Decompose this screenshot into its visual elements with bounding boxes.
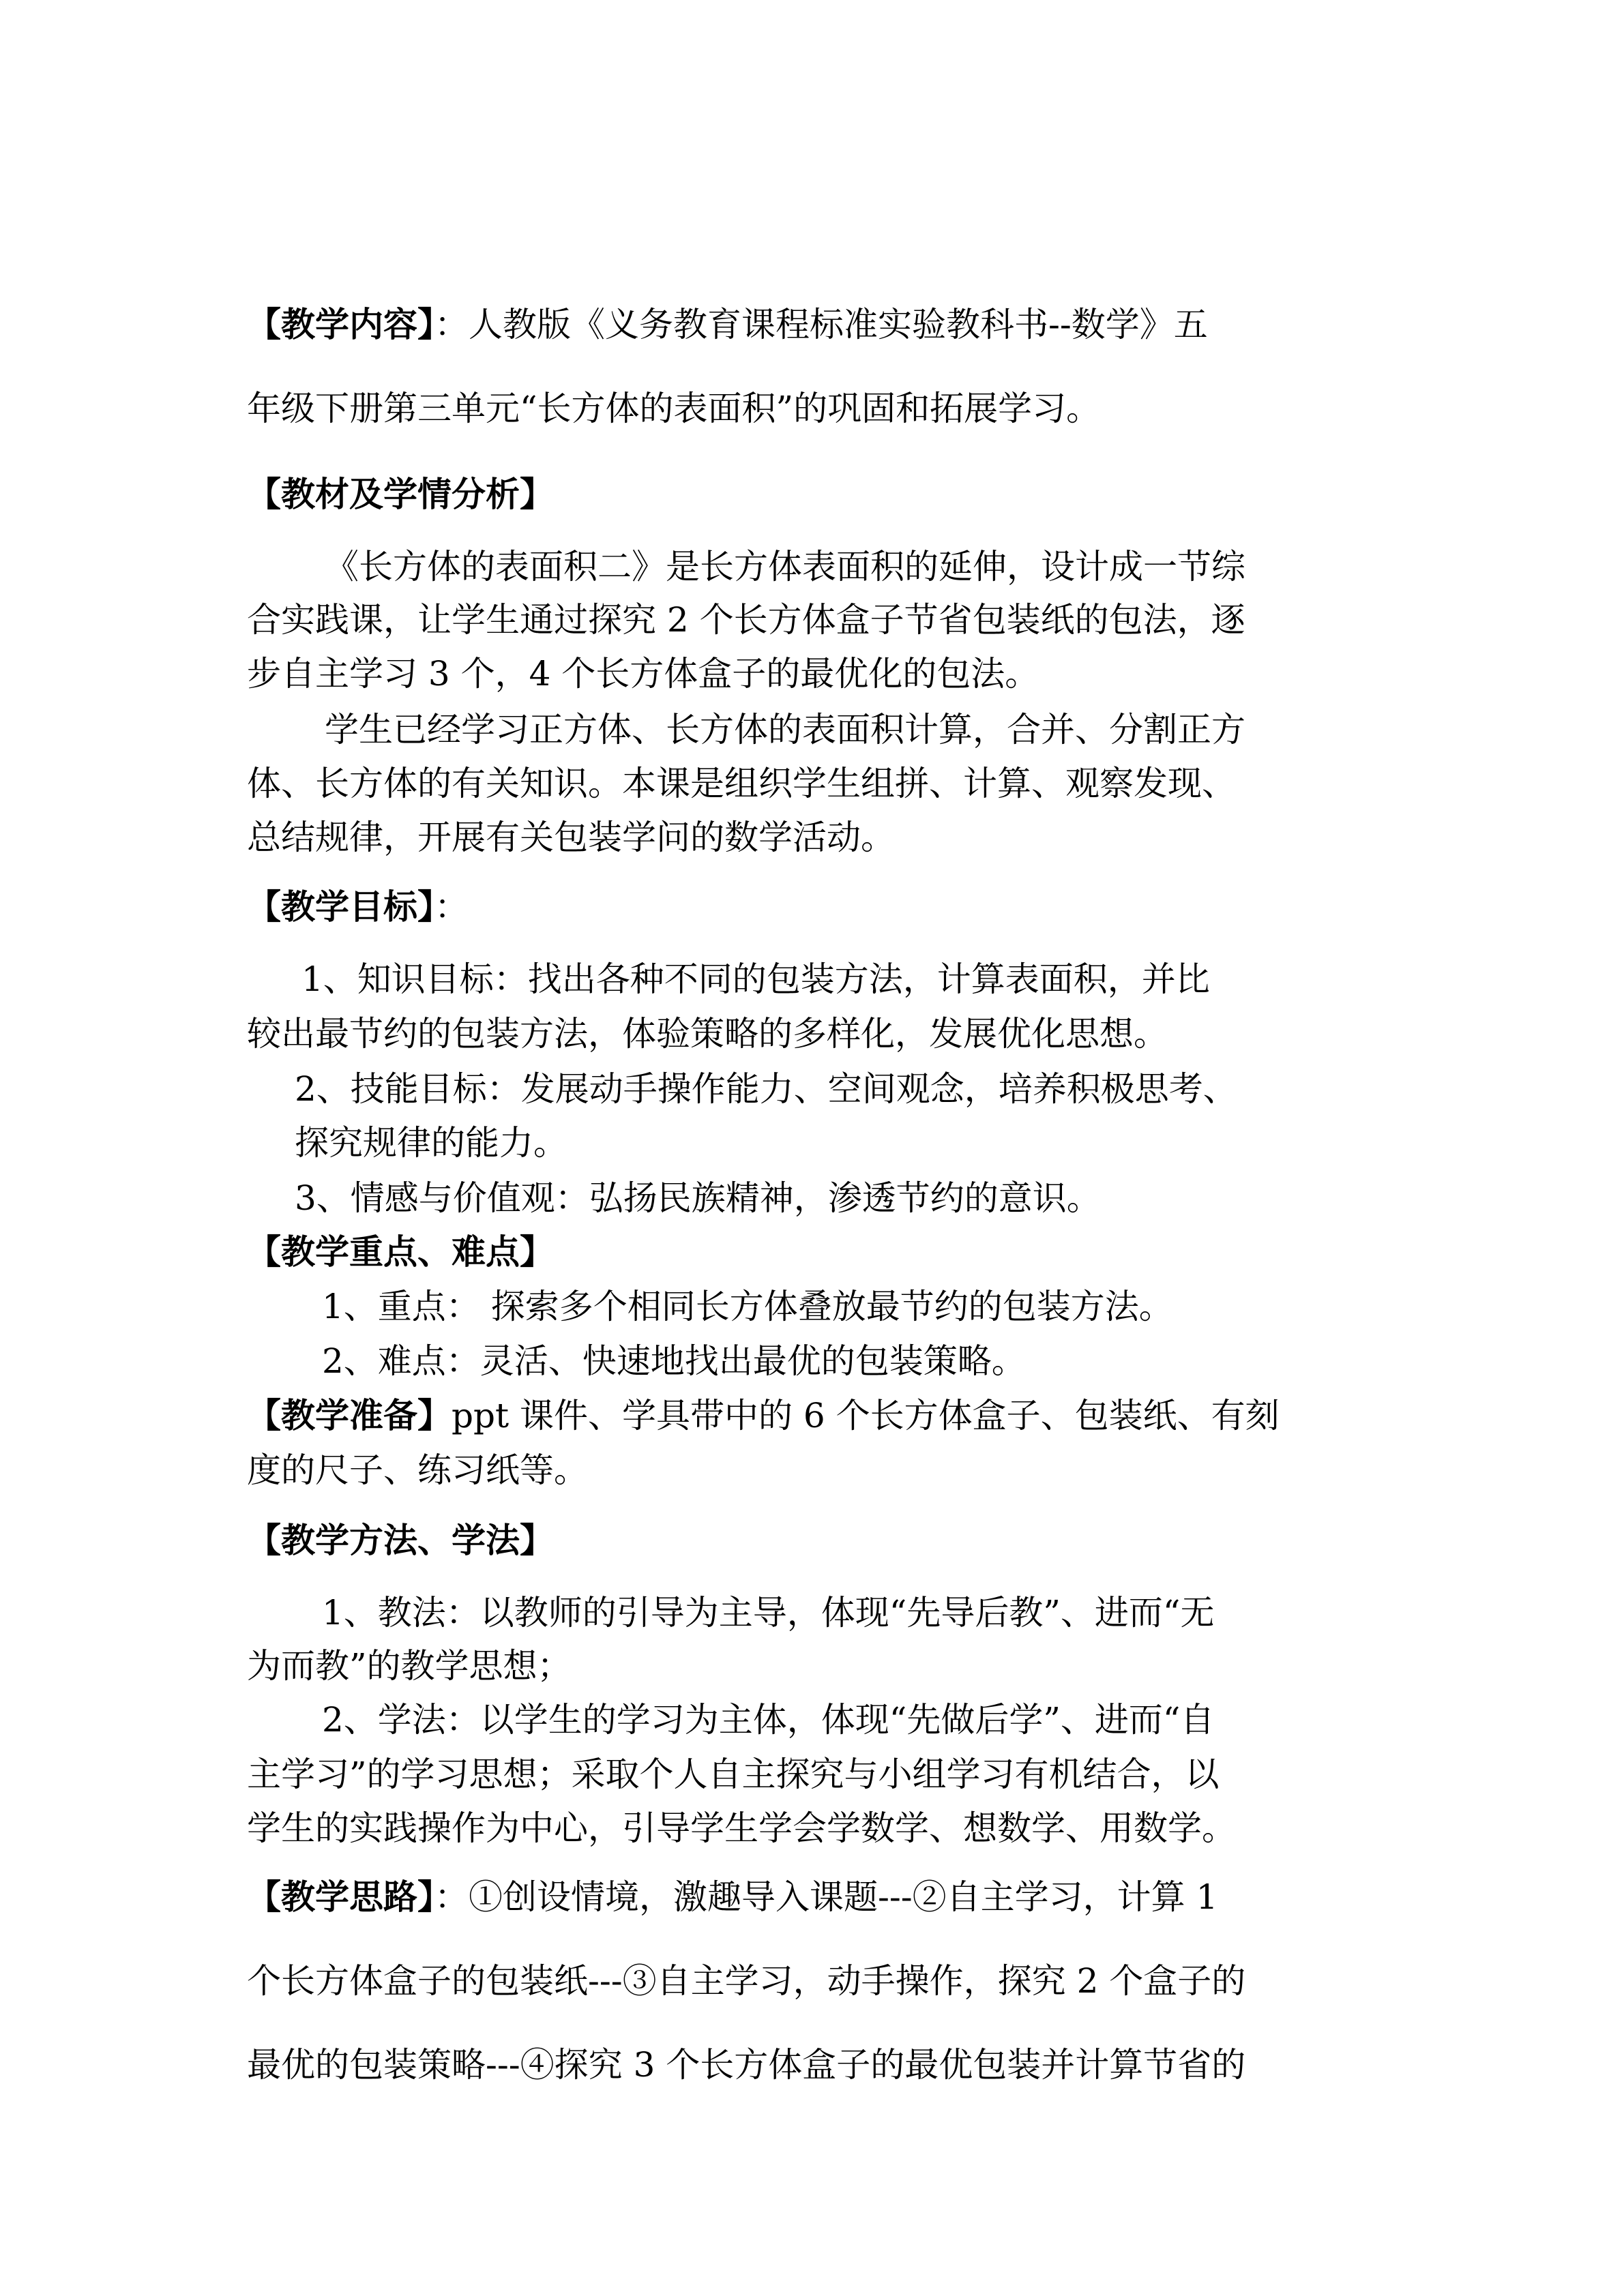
heading-content: 【教学内容】 — [247, 305, 434, 344]
goals-heading-line — [247, 886, 469, 927]
goal-3: 3、情感与价值观：弘扬民族精神，渗透节约的意识。 — [295, 1178, 1101, 1218]
analysis-p2-line-2: 体、长方体的有关知识。本课是组织学生组拼、计算、观察发现、 — [247, 764, 1236, 803]
ideas-line-2: 个长方体盒子的包装纸---③自主学习，动手操作，探究 2 个盒子的 — [247, 1961, 1246, 2001]
heading-ideas: 【教学思路】 — [247, 1877, 434, 1917]
heading-goals: 【教学目标】 — [247, 887, 434, 927]
goal-1-line-2: 较出最节约的包装方法，体验策略的多样化，发展优化思想。 — [247, 1014, 1168, 1054]
content-line-2: 年级下册第三单元“长方体的表面积”的巩固和拓展学习。 — [247, 389, 1101, 428]
method-2-line-2: 主学习”的学习思想；采取个人自主探究与小组学习有机结合，以 — [247, 1755, 1220, 1794]
heading-keypoints: 【教学重点、难点】 — [247, 1232, 554, 1272]
analysis-p2-line-1: 学生已经学习正方体、长方体的表面积计算，合并、分割正方 — [325, 710, 1245, 749]
keypoint-2: 2、难点：灵活、快速地找出最优的包装策略。 — [322, 1341, 1026, 1381]
analysis-p1-line-2: 合实践课，让学生通过探究 2 个长方体盒子节省包装纸的包法，逐 — [247, 600, 1245, 640]
prep-text-1: ppt 课件、学具带中的 6 个长方体盒子、包装纸、有刻 — [452, 1396, 1280, 1435]
keypoint-1: 1、重点： 探索多个相同长方体叠放最节约的包装方法。 — [322, 1287, 1173, 1326]
ideas-text-1: ：①创设情境，激趣导入课题---②自主学习，计算 1 — [434, 1877, 1218, 1917]
method-1-line-2: 为而教”的教学思想； — [247, 1646, 572, 1686]
content-text-1: ：人教版《义务教育课程标准实验教科书--数学》五 — [434, 305, 1208, 344]
content-line-1 — [247, 304, 1208, 345]
prep-line-2: 度的尺子、练习纸等。 — [247, 1450, 588, 1490]
heading-analysis: 【教材及学情分析】 — [247, 475, 554, 514]
goals-colon: ： — [434, 887, 469, 927]
heading-methods: 【教学方法、学法】 — [247, 1521, 554, 1560]
prep-line-1 — [247, 1395, 1280, 1436]
method-1-line-1: 1、教法：以教师的引导为主导，体现“先导后教”、进而“无 — [322, 1593, 1215, 1632]
goal-1-line-1: 1、知识目标：找出各种不同的包装方法，计算表面积，并比 — [301, 959, 1210, 999]
heading-prep: 【教学准备】 — [247, 1396, 452, 1435]
goal-2-line-2: 探究规律的能力。 — [295, 1123, 567, 1163]
goal-2-line-1: 2、技能目标：发展动手操作能力、空间观念，培养积极思考、 — [295, 1069, 1237, 1109]
method-2-line-3: 学生的实践操作为中心，引导学生学会学数学、想数学、用数学。 — [247, 1808, 1236, 1848]
ideas-line-3: 最优的包装策略---④探究 3 个长方体盒子的最优包装并计算节省的 — [247, 2045, 1246, 2085]
analysis-p1-line-3: 步自主学习 3 个，4 个长方体盒子的最优化的包法。 — [247, 654, 1039, 694]
method-2-line-1: 2、学法：以学生的学习为主体，体现“先做后学”、进而“自 — [322, 1700, 1215, 1740]
analysis-p1-line-1: 《长方体的表面积二》是长方体表面积的延伸，设计成一节综 — [325, 547, 1245, 586]
ideas-line-1 — [247, 1877, 1217, 1918]
analysis-p2-line-3: 总结规律，开展有关包装学问的数学活动。 — [247, 818, 895, 857]
